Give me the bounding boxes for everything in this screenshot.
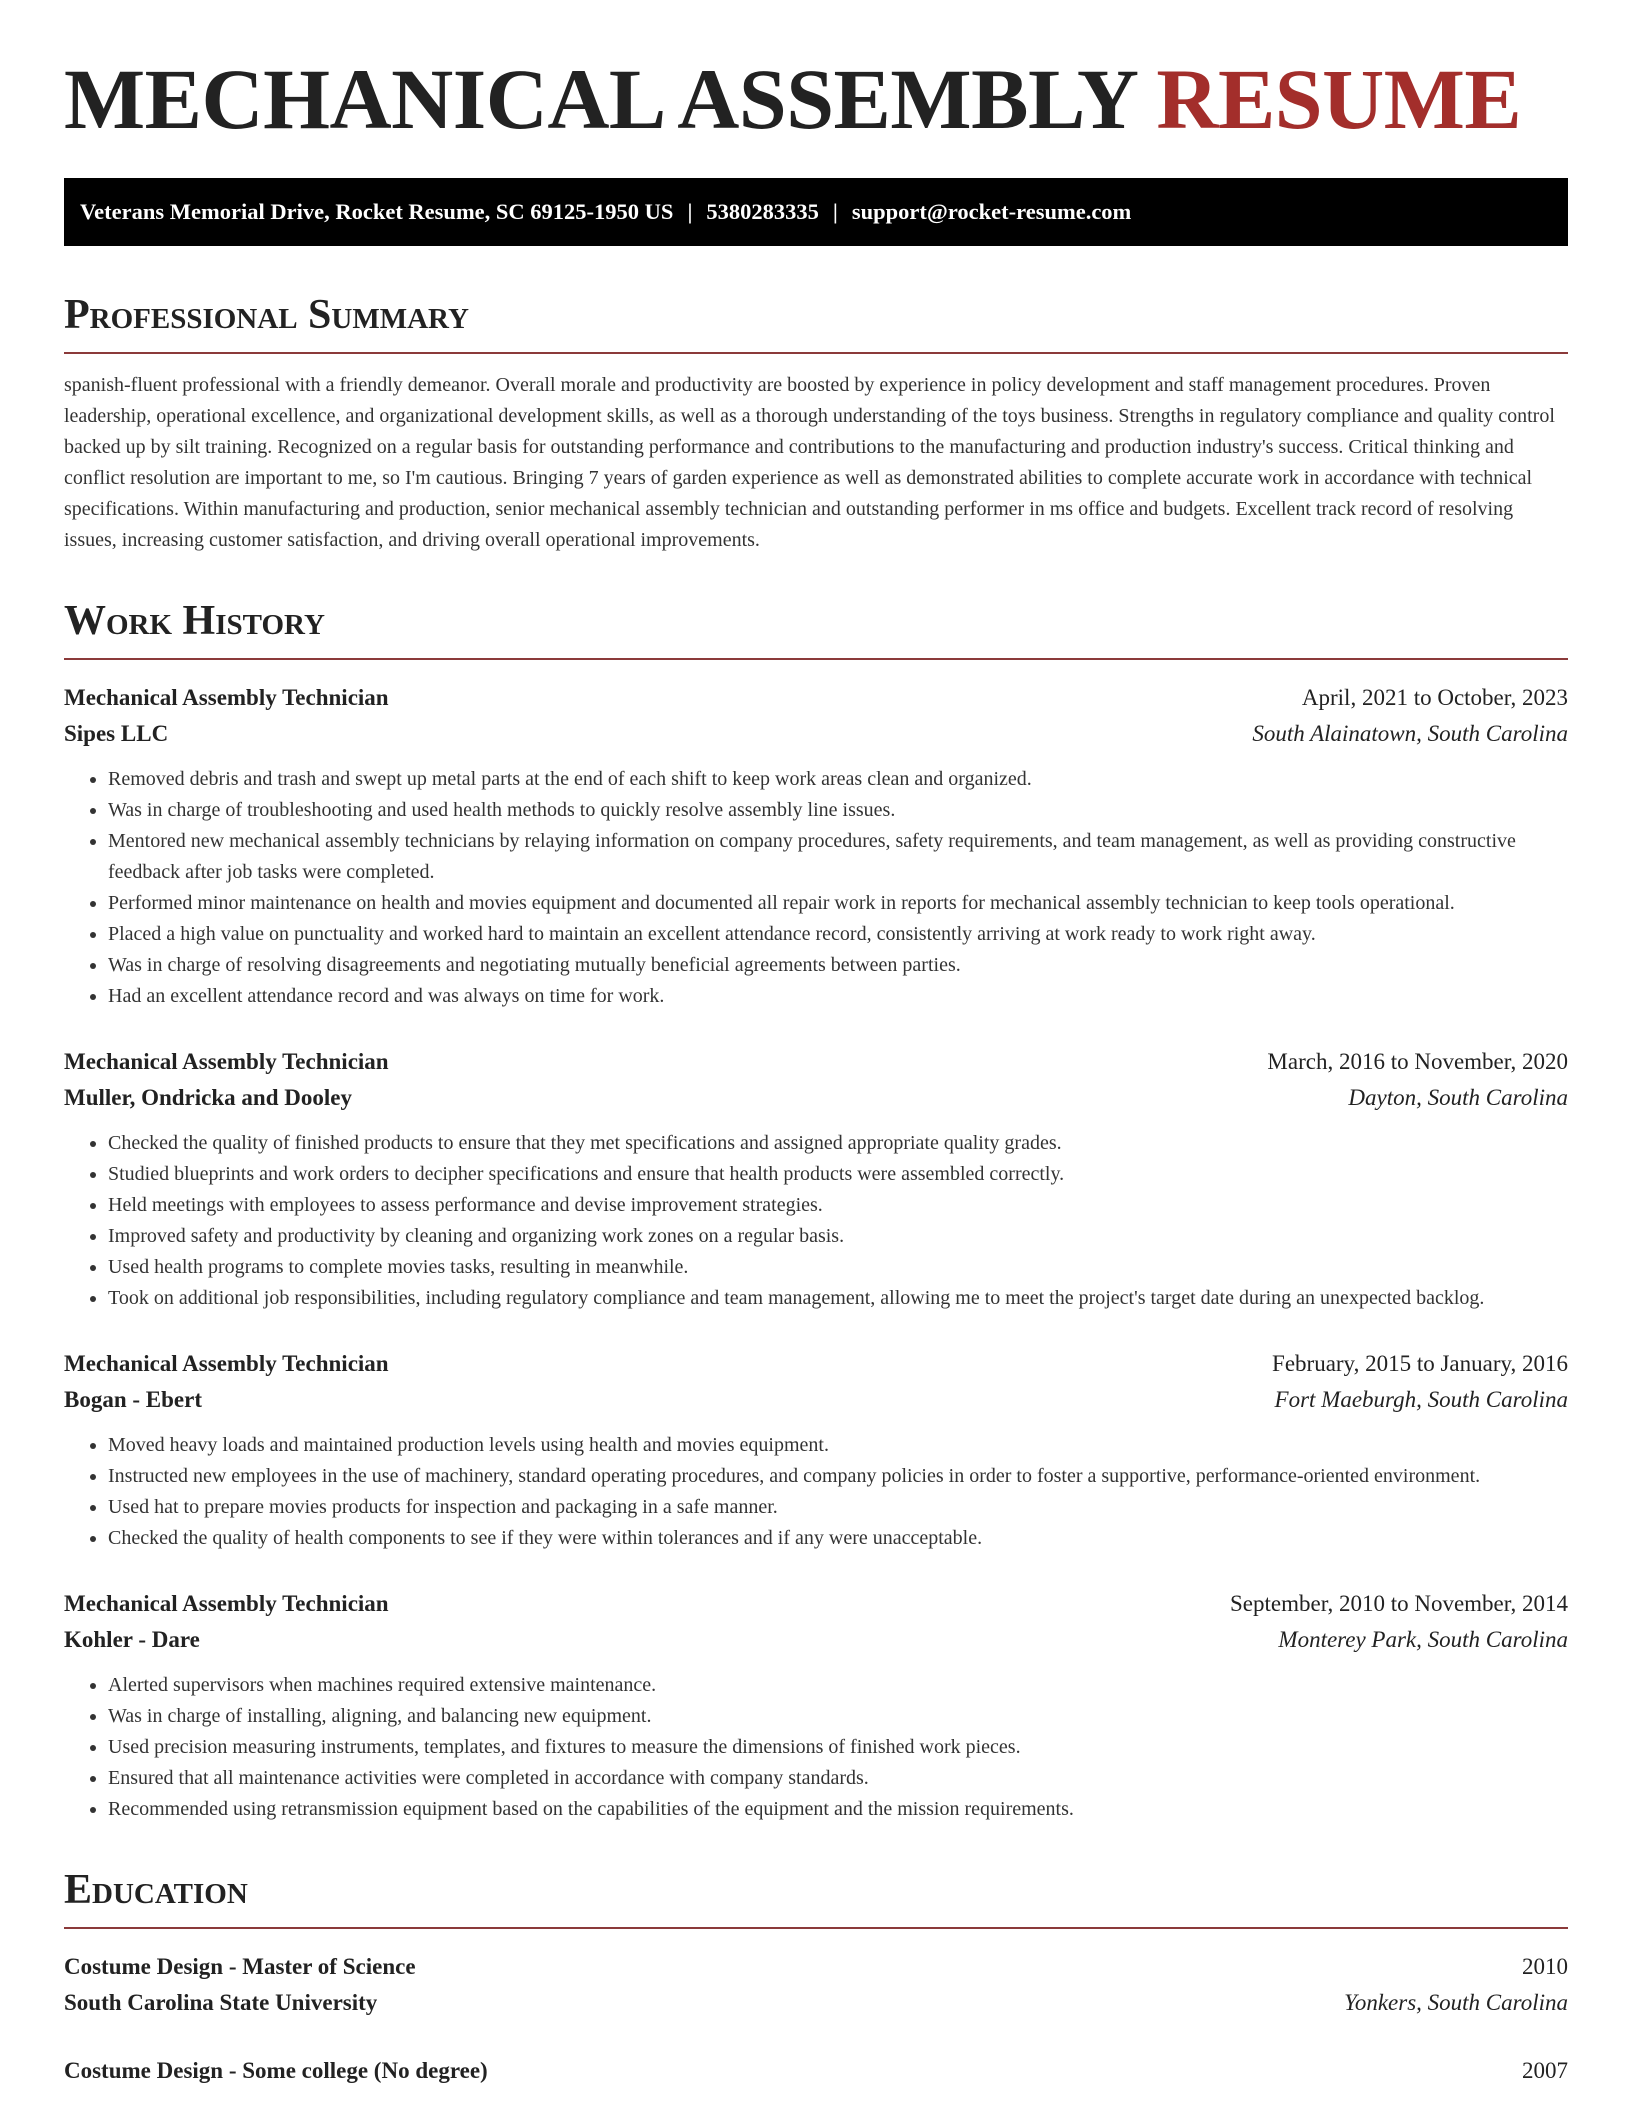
- education-entry: [64, 2053, 1568, 2089]
- contact-separator: |: [687, 199, 693, 224]
- contact-email: support@rocket-resume.com: [851, 199, 1132, 224]
- job-location: Fort Maeburgh, South Carolina: [1274, 1387, 1568, 1412]
- education-location: Yonkers, South Carolina: [1344, 1990, 1568, 2015]
- job-header-row: [64, 1346, 1568, 1382]
- job-entry: [64, 1044, 1568, 1314]
- job-header-row: [64, 1586, 1568, 1622]
- job-dates: April, 2021 to October, 2023: [1301, 685, 1568, 710]
- job-bullet-item: • Was in charge of installing, aligning, and balancing new equipment.: [108, 1701, 1568, 1732]
- job-bullet-item: • Removed debris and trash and swept up metal parts at the end of each shift to keep work areas clean and organized.: [108, 764, 1568, 795]
- job-bullet-item: • Was in charge of resolving disagreements and negotiating mutually beneficial agreements between parties.: [108, 950, 1568, 981]
- job-header-row: [64, 680, 1568, 716]
- education-heading: Education: [64, 1869, 1568, 1929]
- work-history-heading: Work History: [64, 600, 1568, 660]
- job-company: Muller, Ondricka and Dooley: [64, 1085, 352, 1110]
- job-company-row: [64, 1080, 1568, 1116]
- work-history-list: [64, 680, 1568, 1825]
- job-bullet-item: • Held meetings with employees to assess performance and devise improvement strategies.: [108, 1190, 1568, 1221]
- job-entry: [64, 680, 1568, 1012]
- job-entry: [64, 1586, 1568, 1825]
- job-bullet-item: • Mentored new mechanical assembly technicians by relaying information on company procedures, safety requirements, and team management, as well as providing constructive feedback after job tasks were completed.: [108, 826, 1568, 888]
- job-entry: [64, 1346, 1568, 1554]
- job-location: Monterey Park, South Carolina: [1278, 1627, 1568, 1652]
- job-title: Mechanical Assembly Technician: [64, 1049, 389, 1074]
- job-bullet-item: • Improved safety and productivity by cleaning and organizing work zones on a regular basis.: [108, 1221, 1568, 1252]
- job-company: Kohler - Dare: [64, 1627, 200, 1652]
- education-degree-row: [64, 2053, 1568, 2089]
- education-degree: Costume Design - Some college (No degree): [64, 2058, 488, 2083]
- job-bullet-item: • Used precision measuring instruments, templates, and fixtures to measure the dimensions of finished work pieces.: [108, 1732, 1568, 1763]
- title-main: MECHANICAL ASSEMBLY: [64, 51, 1136, 147]
- job-bullet-item: • Instructed new employees in the use of machinery, standard operating procedures, and company policies in order to foster a supportive, performance-oriented environment.: [108, 1461, 1568, 1492]
- job-company: Bogan - Ebert: [64, 1387, 202, 1412]
- job-bullets: [64, 1128, 1568, 1314]
- resume-title: [64, 51, 1568, 147]
- job-company-row: [64, 716, 1568, 752]
- job-title: Mechanical Assembly Technician: [64, 1591, 389, 1616]
- education-school: South Carolina State University: [64, 1990, 378, 2015]
- job-bullet-item: • Alerted supervisors when machines required extensive maintenance.: [108, 1670, 1568, 1701]
- job-bullet-item: • Used hat to prepare movies products for inspection and packaging in a safe manner.: [108, 1492, 1568, 1523]
- job-header-row: [64, 1044, 1568, 1080]
- job-bullet-item: • Ensured that all maintenance activities were completed in accordance with company standards.: [108, 1763, 1568, 1794]
- contact-address: Veterans Memorial Drive, Rocket Resume, SC 69125-1950 US: [80, 199, 674, 224]
- summary-heading: Professional Summary: [64, 294, 1568, 354]
- job-company-row: [64, 1382, 1568, 1418]
- job-bullets: [64, 764, 1568, 1012]
- job-dates: February, 2015 to January, 2016: [1272, 1351, 1568, 1376]
- contact-phone: 5380283335: [706, 199, 819, 224]
- job-bullet-item: • Took on additional job responsibilities, including regulatory compliance and team management, allowing me to meet the project's target date during an unexpected backlog.: [108, 1283, 1568, 1314]
- education-degree-row: [64, 1949, 1568, 1985]
- job-title: Mechanical Assembly Technician: [64, 1351, 389, 1376]
- job-bullet-item: • Checked the quality of health components to see if they were within tolerances and if any were unacceptable.: [108, 1523, 1568, 1554]
- title-accent: RESUME: [1156, 51, 1522, 147]
- job-bullet-item: • Was in charge of troubleshooting and used health methods to quickly resolve assembly line issues.: [108, 795, 1568, 826]
- education-year: 2007: [1522, 2058, 1568, 2083]
- job-bullet-item: • Checked the quality of finished products to ensure that they met specifications and assigned appropriate quality grades.: [108, 1128, 1568, 1159]
- job-bullet-item: • Moved heavy loads and maintained production levels using health and movies equipment.: [108, 1430, 1568, 1461]
- job-bullet-item: • Had an excellent attendance record and was always on time for work.: [108, 981, 1568, 1012]
- summary-text: spanish-fluent professional with a friendly demeanor. Overall morale and productivity are boosted by experience in policy development and staff management procedures. Proven leadership, operational excellence, and organizational development skills, as well as a thorough understanding of the toys business. Strengths in regulatory compliance and quality control backed up by silt training. Recognized on a regular basis for outstanding performance and contributions to the manufacturing and production industry's success. Critical thinking and conflict resolution are important to me, so I'm cautious. Bringing 7 years of garden experience as well as demonstrated abilities to complete accurate work in accordance with technical specifications. Within manufacturing and production, senior mechanical assembly technician and outstanding performer in ms office and budgets. Excellent track record of resolving issues, increasing customer satisfaction, and driving overall operational improvements.: [64, 374, 1555, 551]
- job-bullets: [64, 1430, 1568, 1554]
- job-bullets: [64, 1670, 1568, 1825]
- job-location: South Alainatown, South Carolina: [1252, 721, 1568, 746]
- job-bullet-item: • Recommended using retransmission equipment based on the capabilities of the equipment and the mission requirements.: [108, 1794, 1568, 1825]
- contact-separator: |: [832, 199, 838, 224]
- job-location: Dayton, South Carolina: [1348, 1085, 1568, 1110]
- job-bullet-item: • Performed minor maintenance on health and movies equipment and documented all repair work in reports for mechanical assembly technician to keep tools operational.: [108, 888, 1568, 919]
- job-dates: September, 2010 to November, 2014: [1230, 1591, 1568, 1616]
- education-list: [64, 1949, 1568, 2089]
- education-degree: Costume Design - Master of Science: [64, 1954, 416, 1979]
- job-bullet-item: • Used health programs to complete movies tasks, resulting in meanwhile.: [108, 1252, 1568, 1283]
- job-dates: March, 2016 to November, 2020: [1267, 1049, 1568, 1074]
- job-company-row: [64, 1622, 1568, 1658]
- job-bullet-item: • Placed a high value on punctuality and worked hard to maintain an excellent attendance record, consistently arriving at work ready to work right away.: [108, 919, 1568, 950]
- job-title: Mechanical Assembly Technician: [64, 685, 389, 710]
- education-entry: [64, 1949, 1568, 2021]
- education-school-row: [64, 1985, 1568, 2021]
- job-bullet-item: • Studied blueprints and work orders to decipher specifications and ensure that health products were assembled correctly.: [108, 1159, 1568, 1190]
- contact-bar: [64, 178, 1568, 246]
- job-company: Sipes LLC: [64, 721, 169, 746]
- education-year: 2010: [1522, 1954, 1568, 1979]
